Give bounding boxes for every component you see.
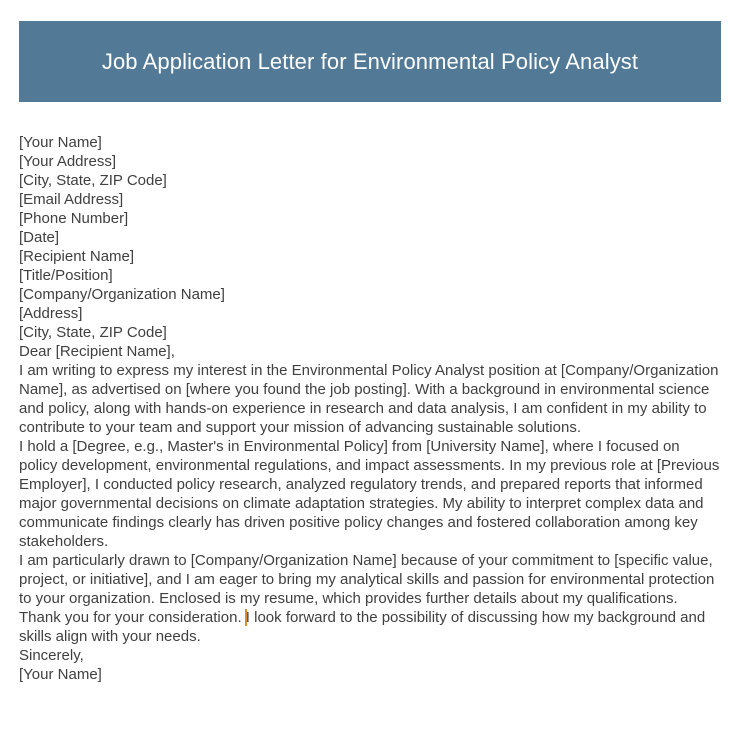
sender-line-email: [Email Address]	[19, 191, 124, 208]
recipient-line-title: [Title/Position]	[19, 267, 113, 284]
sender-line-phone: [Phone Number]	[19, 210, 129, 227]
sender-address-block	[19, 133, 722, 247]
body-paragraph-3: I am particularly drawn to [Company/Organization Name] because of your commitment to [specific value, project, or initiative], and I am eager to bring my analytical skills and passion for environmental protection to your organization. Enclosed is my resume, which provides further details about my qualifications.	[19, 552, 715, 607]
recipient-line-company: [Company/Organization Name]	[19, 286, 225, 303]
sender-line-date: [Date]	[19, 229, 60, 246]
signature-name: [Your Name]	[19, 666, 102, 683]
body-paragraph-1: I am writing to express my interest in the Environmental Policy Analyst position at [Company/Organization Name], as advertised on [where you found the job posting]. With a background in environmental science and policy, along with hands-on experience in research and data analysis, I am confident in my ability to contribute to your team and support your mission of advancing sustainable solutions.	[19, 362, 719, 436]
page-title: Job Application Letter for Environmental Policy Analyst	[101, 48, 639, 74]
recipient-line-city: [City, State, ZIP Code]	[19, 324, 167, 341]
body-paragraph-2: I hold a [Degree, e.g., Master's in Environmental Policy] from [University Name], where I focused on policy development, environmental regulations, and impact assessments. In my previous role at [Previous Employer], I conducted policy research, analyzed regulatory trends, and prepared reports that informed major governmental decisions on climate adaptation strategies. My ability to interpret complex data and communicate findings clearly has driven positive policy changes and fostered collaboration among key stakeholders.	[19, 438, 720, 550]
signature-block	[19, 646, 722, 684]
sign-off: Sincerely,	[19, 647, 84, 664]
closing-text-before-caret: Thank you for your consideration.	[19, 609, 246, 626]
salutation: Dear [Recipient Name],	[19, 343, 175, 360]
document-header-banner	[19, 21, 721, 102]
closing-text-after-caret: I look forward to the possibility of discussing how my background and skills align with your needs.	[19, 609, 706, 645]
sender-line-address: [Your Address]	[19, 153, 117, 170]
closing-paragraph	[19, 608, 722, 646]
recipient-line-address: [Address]	[19, 305, 83, 322]
sender-line-name: [Your Name]	[19, 134, 102, 151]
sender-line-city: [City, State, ZIP Code]	[19, 172, 167, 189]
recipient-line-name: [Recipient Name]	[19, 248, 135, 265]
recipient-address-block	[19, 247, 722, 342]
letter-body	[19, 133, 722, 684]
